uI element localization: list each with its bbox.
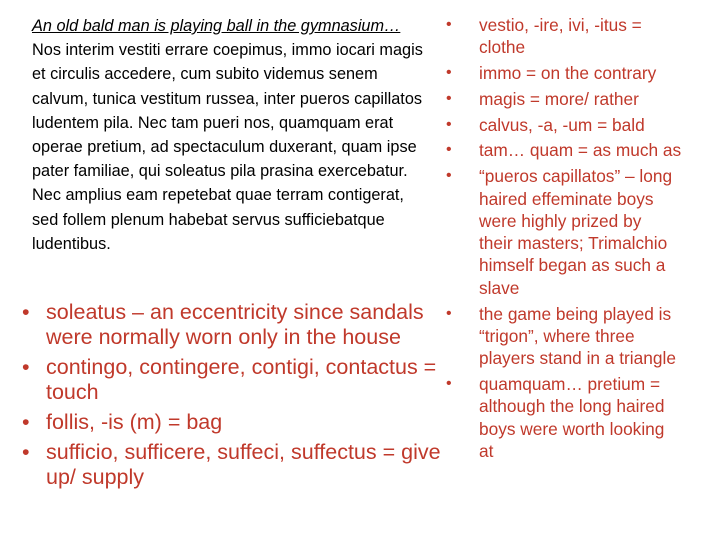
bullet-icon: • (446, 141, 452, 159)
vocab-line: boys were worth looking (479, 418, 665, 439)
vocabulary-list-left (22, 300, 442, 495)
passage-line: Nec amplius eam repetebat quae terram contigerat, (32, 186, 404, 205)
bullet-icon: • (22, 300, 30, 324)
vocab-line: their masters; Trimalchio (479, 233, 668, 254)
vocab-line: himself began as such a (479, 255, 666, 276)
bullet-icon: • (446, 64, 452, 82)
bullet-icon: • (446, 304, 452, 322)
vocab-item (446, 165, 716, 299)
vocab-item (446, 62, 716, 84)
passage-line: Nos interim vestiti errare coepimus, immo iocari magis (32, 41, 423, 60)
vocab-item (446, 88, 716, 110)
vocab-item (22, 440, 442, 490)
vocab-item (446, 14, 716, 59)
vocab-item (22, 300, 442, 350)
vocab-item (22, 355, 442, 405)
vocab-line: quamquam… pretium = (479, 373, 661, 394)
vocab-line: slave (479, 277, 520, 298)
bullet-icon: • (446, 89, 452, 107)
vocab-line: immo = on the contrary (479, 63, 657, 84)
vocab-line: at (479, 440, 494, 461)
passage-line: ludentem pila. Nec tam pueri nos, quamquam erat (32, 113, 394, 132)
vocab-item (446, 303, 716, 370)
vocab-item (446, 139, 716, 161)
vocab-line: were highly prized by (479, 210, 642, 231)
vocab-line: calvus, -a, -um = bald (479, 114, 645, 135)
latin-passage (32, 14, 472, 256)
vocab-line: although the long haired (479, 396, 665, 417)
vocab-line: players stand in a triangle (479, 348, 676, 369)
passage-line: pater familiae, qui soleatus pila prasina exercebatur. (32, 162, 408, 181)
passage-line: calvum, tunica vestitum russea, inter pueros capillatos (32, 89, 423, 108)
vocab-line: clothe (479, 37, 526, 58)
passage-line: ludentibus. (32, 234, 111, 253)
passage-line: sed follem plenum habebat servus sufficiebatque (32, 210, 385, 229)
bullet-icon: • (22, 440, 30, 464)
vocab-line: “pueros capillatos” – long (479, 166, 673, 187)
vocabulary-list-right (446, 14, 716, 466)
vocab-text: soleatus – an eccentricity since sandals were normally worn only in the house (46, 300, 424, 349)
passage-line: et circulis accedere, cum subito videmus senem (32, 65, 378, 84)
bullet-icon: • (446, 16, 452, 33)
bullet-icon: • (446, 115, 452, 133)
vocab-line: “trigon”, where three (479, 325, 635, 346)
passage-line: operae pretium, ad spectaculum duxerant, quam ipse (32, 138, 417, 157)
vocab-text: sufficio, sufficere, suffeci, suffectus = give up/ supply (46, 440, 441, 489)
vocab-line: tam… quam = as much as (479, 140, 682, 161)
bullet-icon: • (446, 374, 452, 392)
vocab-item (446, 114, 716, 136)
vocab-item (446, 373, 716, 462)
vocab-line: magis = more/ rather (479, 88, 639, 109)
vocab-text: follis, -is (m) = bag (46, 410, 223, 434)
vocab-line: the game being played is (479, 303, 672, 324)
vocab-item (22, 410, 442, 435)
vocab-text: contingo, contingere, contigi, contactus = touch (46, 355, 437, 404)
bullet-icon: • (22, 410, 30, 434)
vocab-line: haired effeminate boys (479, 188, 654, 209)
bullet-icon: • (22, 355, 30, 379)
passage-title: An old bald man is playing ball in the gymnasium… (32, 17, 401, 35)
bullet-icon: • (446, 167, 452, 185)
vocab-line: vestio, -ire, ivi, -itus = (479, 15, 642, 35)
